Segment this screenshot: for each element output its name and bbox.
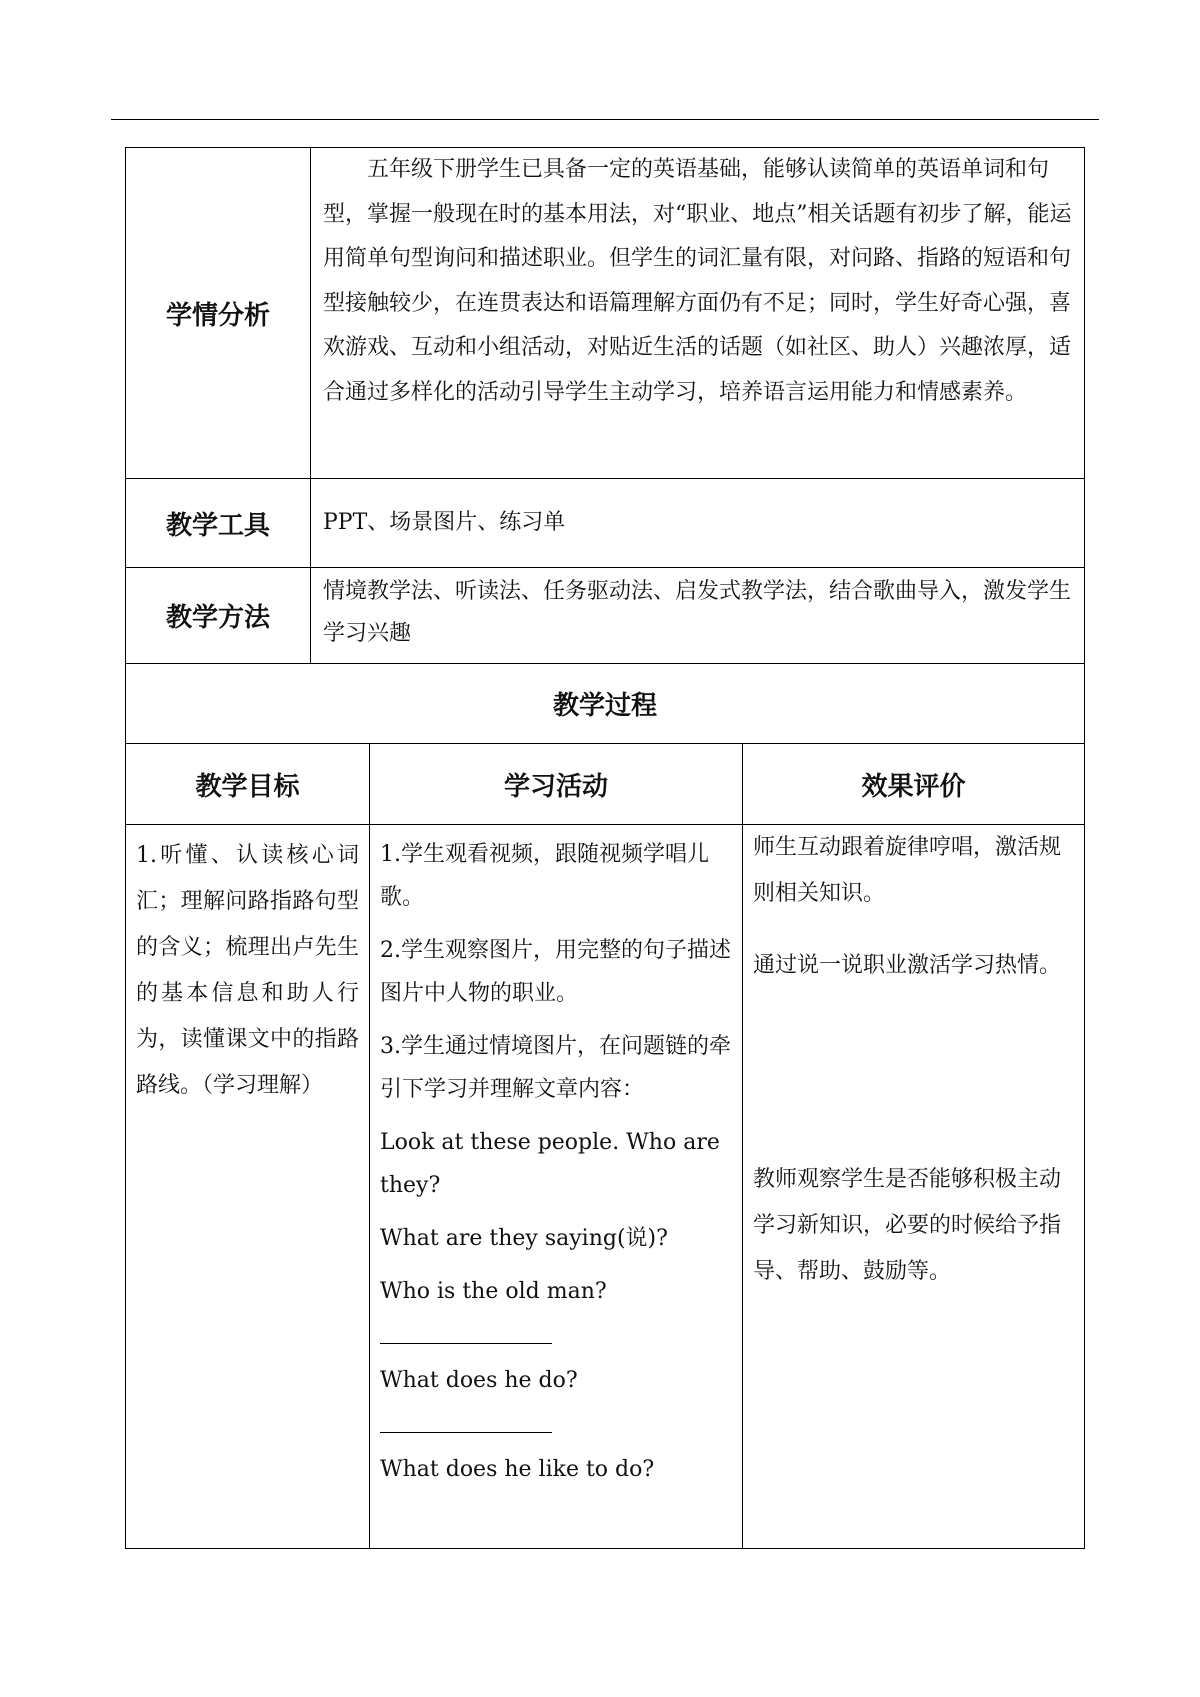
header-goal: 教学目标 bbox=[126, 744, 370, 824]
question-what-does-he-do: What does he do? bbox=[380, 1368, 578, 1393]
methods-text: 情境教学法、听读法、任务驱动法、启发式教学法，结合歌曲导入，激发学生学习兴趣 bbox=[323, 579, 1072, 646]
activity-3: 3.学生通过情境图片，在问题链的牵引下学习并理解文章内容： bbox=[380, 1034, 731, 1102]
evaluation-2: 通过说一说职业激活学习热情。 bbox=[753, 953, 1062, 978]
process-header-row bbox=[126, 744, 1084, 825]
question-old-man: Who is the old man? bbox=[380, 1279, 607, 1304]
evaluation-3: 教师观察学生是否能够积极主动学习新知识，必要的时候给予指导、帮助、鼓励等。 bbox=[753, 1167, 1062, 1284]
process-title: 教学过程 bbox=[552, 691, 657, 721]
answer-blank bbox=[380, 1313, 552, 1344]
answer-blank bbox=[380, 1402, 552, 1433]
analysis-text: 五年级下册学生已具备一定的英语基础，能够认读简单的英语单词和句型，掌握一般现在时的基本用法，对“职业、地点”相关话题有初步了解，能运用简单句型询问和描述职业。但学生的词汇量有限，对问路、指路的短语和句型接触较少，在连贯表达和语篇理解方面仍有不足；同时，学生好奇心强，喜欢游戏、互动和小组活动，对贴近生活的话题（如社区、助人）兴趣浓厚，适合通过多样化的活动引导学生主动学习，培养语言运用能力和情感素养。 bbox=[323, 157, 1072, 405]
question-like-to-do: What does he like to do? bbox=[380, 1457, 655, 1482]
activity-2: 2.学生观察图片，用完整的句子描述图片中人物的职业。 bbox=[380, 938, 731, 1006]
header-evaluation: 效果评价 bbox=[861, 771, 966, 802]
header-rule bbox=[111, 119, 1099, 120]
tools-row bbox=[126, 479, 1084, 568]
process-body-row bbox=[126, 825, 1084, 1548]
activity-1: 1.学生观看视频，跟随视频学唱儿歌。 bbox=[380, 842, 709, 910]
analysis-row bbox=[126, 148, 1084, 479]
header-activity: 学习活动 bbox=[370, 744, 743, 824]
question-saying: What are they saying(说)? bbox=[380, 1226, 668, 1251]
analysis-label: 学情分析 bbox=[126, 148, 311, 478]
methods-label: 教学方法 bbox=[126, 568, 311, 663]
methods-row bbox=[126, 568, 1084, 664]
tools-label: 教学工具 bbox=[126, 479, 311, 567]
tools-text: PPT、场景图片、练习单 bbox=[323, 509, 566, 535]
question-who-are-they: Look at these people. Who are they? bbox=[380, 1130, 720, 1198]
goal-text: 1.听懂、认读核心词汇；理解问路指路句型的含义；梳理出卢先生的基本信息和助人行为，读懂课文中的指路路线。（学习理解） bbox=[136, 843, 359, 1098]
process-title-row bbox=[126, 664, 1084, 744]
evaluation-1: 师生互动跟着旋律哼唱，激活规则相关知识。 bbox=[753, 835, 1062, 906]
lesson-plan-table bbox=[125, 147, 1085, 1549]
